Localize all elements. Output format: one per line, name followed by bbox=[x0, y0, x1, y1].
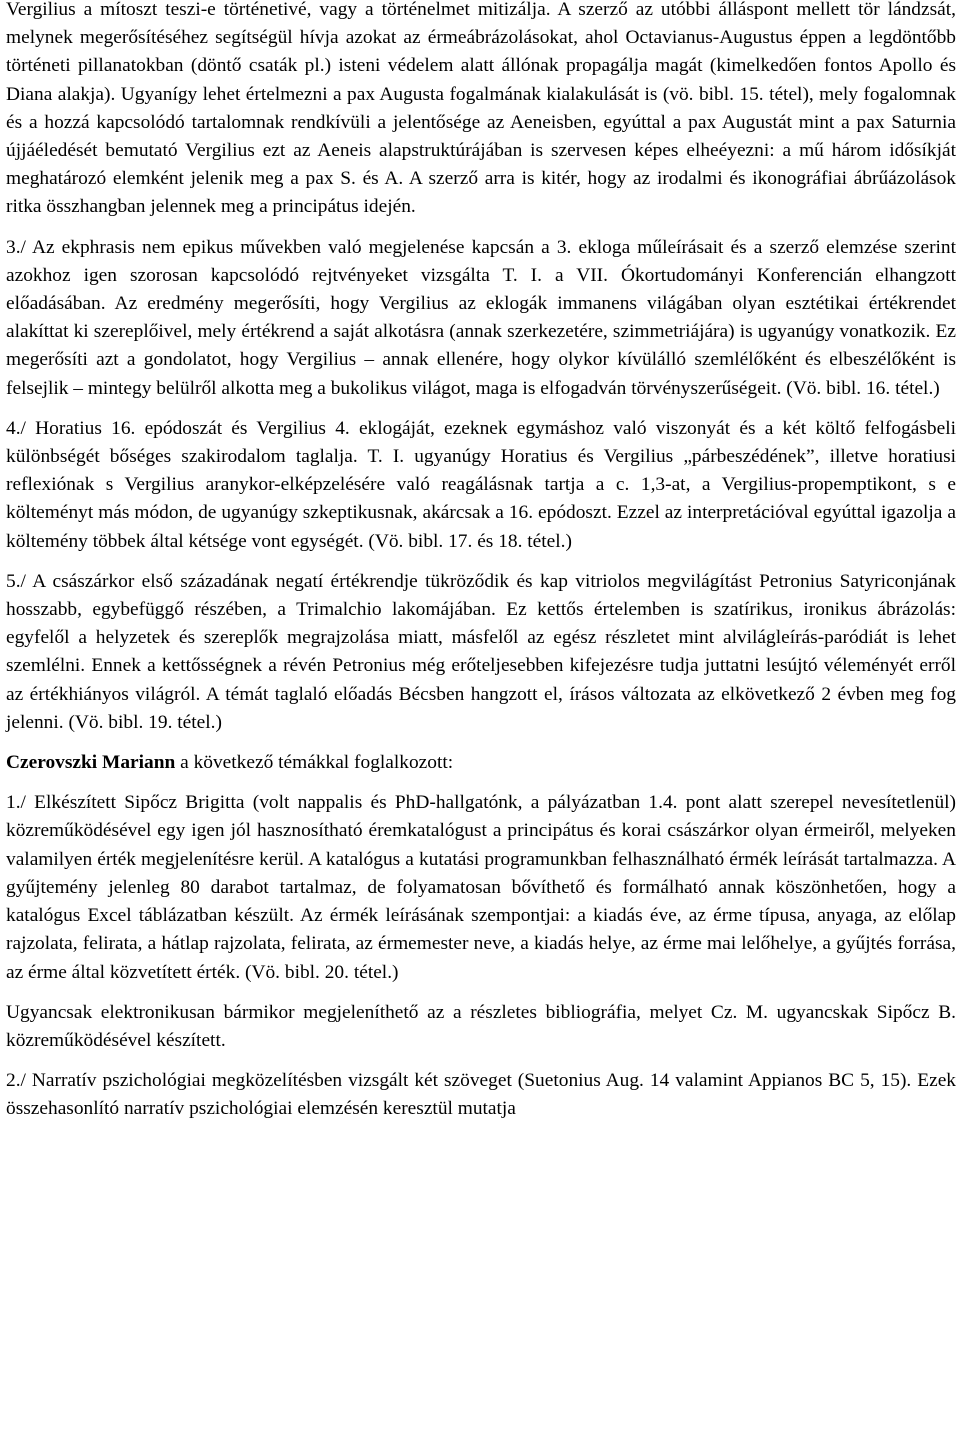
paragraph-text: 1./ Elkészített Sipőcz Brigitta (volt nappalis és PhD-hallgatónk, a pályázatban 1.4. pont alatt szerepel nevesítetlenül) közreműködésével egy igen jól hasznosítható éremkatalógust a principátus és korai császárkor olyan érmeiről, melyeken valamilyen érték megjelenítésre kerül. A katalógus a kutatási programunkban felhasználható érmék leírását tartalmazza. A gyűjtemény jelenleg 80 darabot tartalmaz, de folyamatosan bővíthető és formálható annak köszönhetően, hogy a katalógus Excel táblázatban készült. Az érmék leírásának szempontjai: a kiadás éve, az érme típusa, anyaga, az előlap rajzolata, felirata, a hátlap rajzolata, felirata, az érmemester neve, a kiadás helye, az érme mai lelőhelye, a gyűjtés forrása, az érme által közvetített érték. (Vö. bibl. 20. tétel.) bbox=[6, 792, 956, 983]
paragraph-text: Vergilius a mítoszt teszi-e történetivé, vagy a történelmet mitizálja. A szerző az utóbbi álláspont mellett tör lándzsát, melynek megerősítéséhez segítségül hívja azokat az érmeábrázolásokat, ahol Octavianus-Augustus éppen a legdöntőbb történeti pillanatokban (döntő csaták pl.) isteni védelem alatt állónak propagálja magát (kimelkedően fontos Apollo és Diana alakja). Ugyanígy lehet értelmezni a pax Augusta fogalmának kialakulását is (vö. bibl. 15. tétel), mely fogalomnak és a hozzá kapcsolódó tartalomnak rendkívüli a jelentősége az Aeneisben, egyúttal a pax Augustát mint a pax Saturnia újjáéledését bemutató Vergilius ezt az Aeneis alapstruktúrájában is szervesen képes elheéyezni: a mű három idősíkját meghatározó elemként jelenik meg a pax S. és A. A szerző arra is kitér, hogy az irodalmi és ikonográfiai ábrűázolások ritka összhangban jelennek meg a principátus idején. bbox=[6, 0, 956, 218]
paragraph-text: 5./ A császárkor első századának negatí értékrendje tükröződik és kap vitriolos megvilágítást Petronius Satyriconjának hosszabb, egybefüggő részében, a Trimalchio lakomájában. Ez kettős értelemben is szatírikus, ironikus ábrázolás: egyfelől a helyzetek és szereplők megrajzolása miatt, másfelől az egész részletet mint alvilágleírás-paródiát is lehet szemlélni. Ennek a kettősségnek a révén Petronius még erőteljesebben kifejezésre tudja juttatni lesújtó véleményét erről az értékhiányos világról. A témát taglaló előadás Bécsben hangzott el, írásos változata az elkövetkező 2 évben meg fog jelenni. (Vö. bibl. 19. tétel.) bbox=[6, 570, 956, 733]
paragraph-text: a következő témákkal foglalkozott: bbox=[175, 752, 454, 774]
paragraph-narrative-psychology bbox=[6, 1067, 956, 1123]
document-page bbox=[6, 0, 956, 1136]
paragraph-czerovszki-intro bbox=[6, 749, 956, 777]
paragraph-text: 2./ Narratív pszichológiai megközelítésben vizsgált két szöveget (Suetonius Aug. 14 valamint Appianos BC 5, 15). Ezek összehasonlító narratív pszichológiai elemzésén keresztül mutatja bbox=[6, 1070, 956, 1120]
paragraph-bibliography bbox=[6, 999, 956, 1055]
paragraph-horatius bbox=[6, 415, 956, 556]
paragraph-text: 3./ Az ekphrasis nem epikus művekben való megjelenése kapcsán a 3. ekloga műleírásait és a szerző elemzése szerint azokhoz igen szorosan kapcsolódó rejtvényeket vizsgálta T. I. a VII. Ókortudományi Konferencián elhangzott előadásában. Az eredmény megerősíti, hogy Vergilius az eklogák immanens világában olyan esztétikai értékrendet alakíttat ki szereplőivel, mely értékrend a saját alkotásra (annak szerkezetére, szimmetriájára) is ugyanúgy vonatkozik. Ez megerősíti azt a gondolatot, hogy Vergilius – annak ellenére, hogy olykor kívülálló szemlélőként és elbeszélőként is felsejlik – mintegy belülről alkotta meg a bukolikus világot, maga is elfogadván törvényszerűségeit. (Vö. bibl. 16. tétel.) bbox=[6, 236, 956, 399]
paragraph-coin-catalogue bbox=[6, 789, 956, 986]
paragraph-text: Ugyancsak elektronikusan bármikor megjeleníthető az a részletes bibliográfia, melyet Cz. M. ugyancskak Sipőcz B. közreműködésével készített. bbox=[6, 1001, 956, 1051]
paragraph-text: 4./ Horatius 16. epódoszát és Vergilius 4. eklogáját, ezeknek egymáshoz való viszonyát és a két költő felfogásbeli különbségét bőséges szakirodalom taglalja. T. I. ugyanúgy Horatius és Vergilius „párbeszédének”, illetve horatiusi reflexiónak s Vergilius aranykor-elképzelésére való reagálásnak tartja a c. 1,3-at, a Vergilius-propemptikont, s e költeményt más módon, de ugyanúgy szkeptikusnak, akárcsak a 16. epódoszt. Ezzel az interpretációval egyúttal igazolja a költemény többek által kétsége vont egységét. (Vö. bibl. 17. és 18. tétel.) bbox=[6, 417, 956, 552]
paragraph-ekphrasis bbox=[6, 234, 956, 403]
paragraph-vergilius-myth bbox=[6, 0, 956, 222]
author-name: Czerovszki Mariann bbox=[6, 752, 176, 774]
paragraph-petronius bbox=[6, 568, 956, 737]
